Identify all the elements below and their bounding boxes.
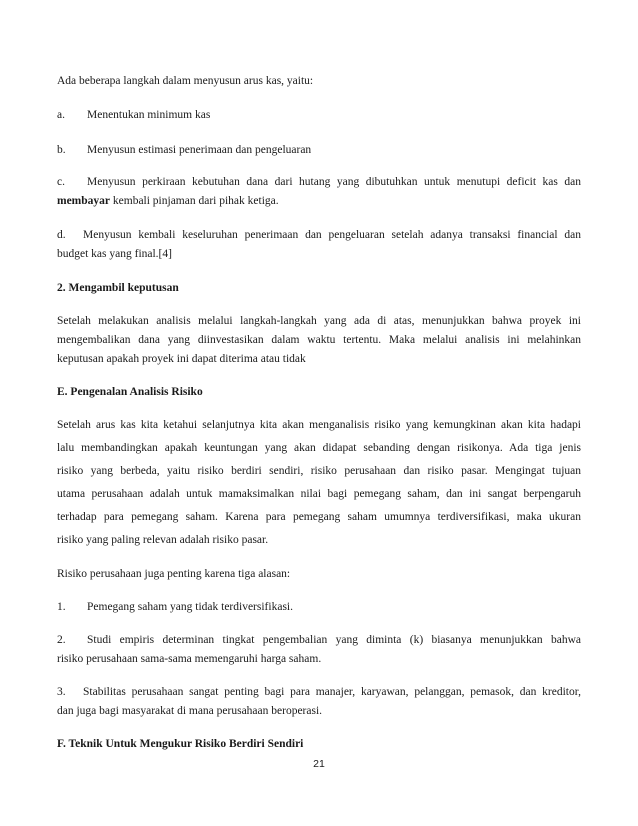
- paragraph-line: risiko yang berbeda, yaitu risiko berdiri sendiri, risiko perusahaan dan risiko pasar. Mengingat tujuan: [57, 465, 581, 477]
- list-text: Menyusun estimasi penerimaan dan pengeluaran: [87, 144, 312, 156]
- list-item-c: [57, 175, 581, 189]
- list-text: Menyusun kembali keseluruhan penerimaan dan pengeluaran setelah adanya transaksi financial dan: [83, 229, 581, 241]
- reason-item-1: [57, 600, 581, 614]
- paragraph-line: Setelah melakukan analisis melalui langkah-langkah yang ada di atas, menunjukkan bahwa proyek ini: [57, 315, 581, 327]
- bold-word: membayar: [57, 195, 111, 207]
- list-label: a.: [57, 109, 65, 121]
- paragraph-line: keputusan apakah proyek ini dapat diterima atau tidak: [57, 353, 306, 365]
- list-item-d: [57, 228, 581, 242]
- reason-item-3-continuation: dan juga bagi masyarakat di mana perusahaan beroperasi.: [57, 705, 323, 717]
- list-item-b: [57, 143, 581, 157]
- section-heading-f: F. Teknik Untuk Mengukur Risiko Berdiri Sendiri: [57, 738, 304, 750]
- list-label: d.: [57, 229, 66, 241]
- list-item-a: [57, 108, 581, 122]
- list-item-d-continuation: budget kas yang final.[4]: [57, 248, 172, 260]
- list-text: Menyusun perkiraan kebutuhan dana dari hutang yang dibutuhkan untuk menutupi deficit kas dan: [87, 176, 581, 188]
- list-text: Stabilitas perusahaan sangat penting bagi para manajer, karyawan, pelanggan, pemasok, dan kreditor,: [83, 686, 581, 698]
- intro-line: Ada beberapa langkah dalam menyusun arus kas, yaitu:: [57, 75, 314, 87]
- list-label: 2.: [57, 634, 66, 646]
- paragraph-line: risiko yang paling relevan adalah risiko pasar.: [57, 534, 269, 546]
- list-text-cont: kembali pinjaman dari pihak ketiga.: [110, 195, 279, 207]
- reason-item-3: [57, 685, 581, 699]
- section-heading-2: 2. Mengambil keputusan: [57, 282, 179, 294]
- paragraph-line: mengembalikan dana yang diinvestasikan dalam waktu tertentu. Maka melalui analisis ini melahinkan: [57, 334, 581, 346]
- page-number: 21: [313, 758, 325, 770]
- reason-item-2-continuation: risiko perusahaan sama-sama memengaruhi harga saham.: [57, 653, 322, 665]
- reason-item-2: [57, 633, 581, 647]
- reasons-intro: Risiko perusahaan juga penting karena tiga alasan:: [57, 568, 291, 580]
- list-text: Menentukan minimum kas: [87, 109, 211, 121]
- list-label: 1.: [57, 601, 66, 613]
- list-item-c-continuation: [57, 194, 581, 208]
- paragraph-line: Setelah arus kas kita ketahui selanjutnya kita akan menganalisis risiko yang kemungkinan akan kita hadapi: [57, 419, 581, 431]
- list-label: b.: [57, 144, 66, 156]
- list-label: c.: [57, 176, 65, 188]
- list-text: Pemegang saham yang tidak terdiversifikasi.: [87, 601, 293, 613]
- paragraph-line: utama perusahaan adalah untuk mamaksimalkan nilai bagi pemegang saham, dan ini sangat berpengaruh: [57, 488, 581, 500]
- list-label: 3.: [57, 686, 66, 698]
- list-text: Studi empiris determinan tingkat pengembalian yang diminta (k) biasanya menunjukkan bahwa: [87, 634, 581, 646]
- paragraph-line: terhadap para pemegang saham. Karena para pemegang saham umumnya terdiversifikasi, maka ukuran: [57, 511, 581, 523]
- section-heading-e: E. Pengenalan Analisis Risiko: [57, 386, 203, 398]
- paragraph-line: lalu membandingkan apakah keuntungan yang akan didapat sebanding dengan risikonya. Ada tiga jenis: [57, 442, 581, 454]
